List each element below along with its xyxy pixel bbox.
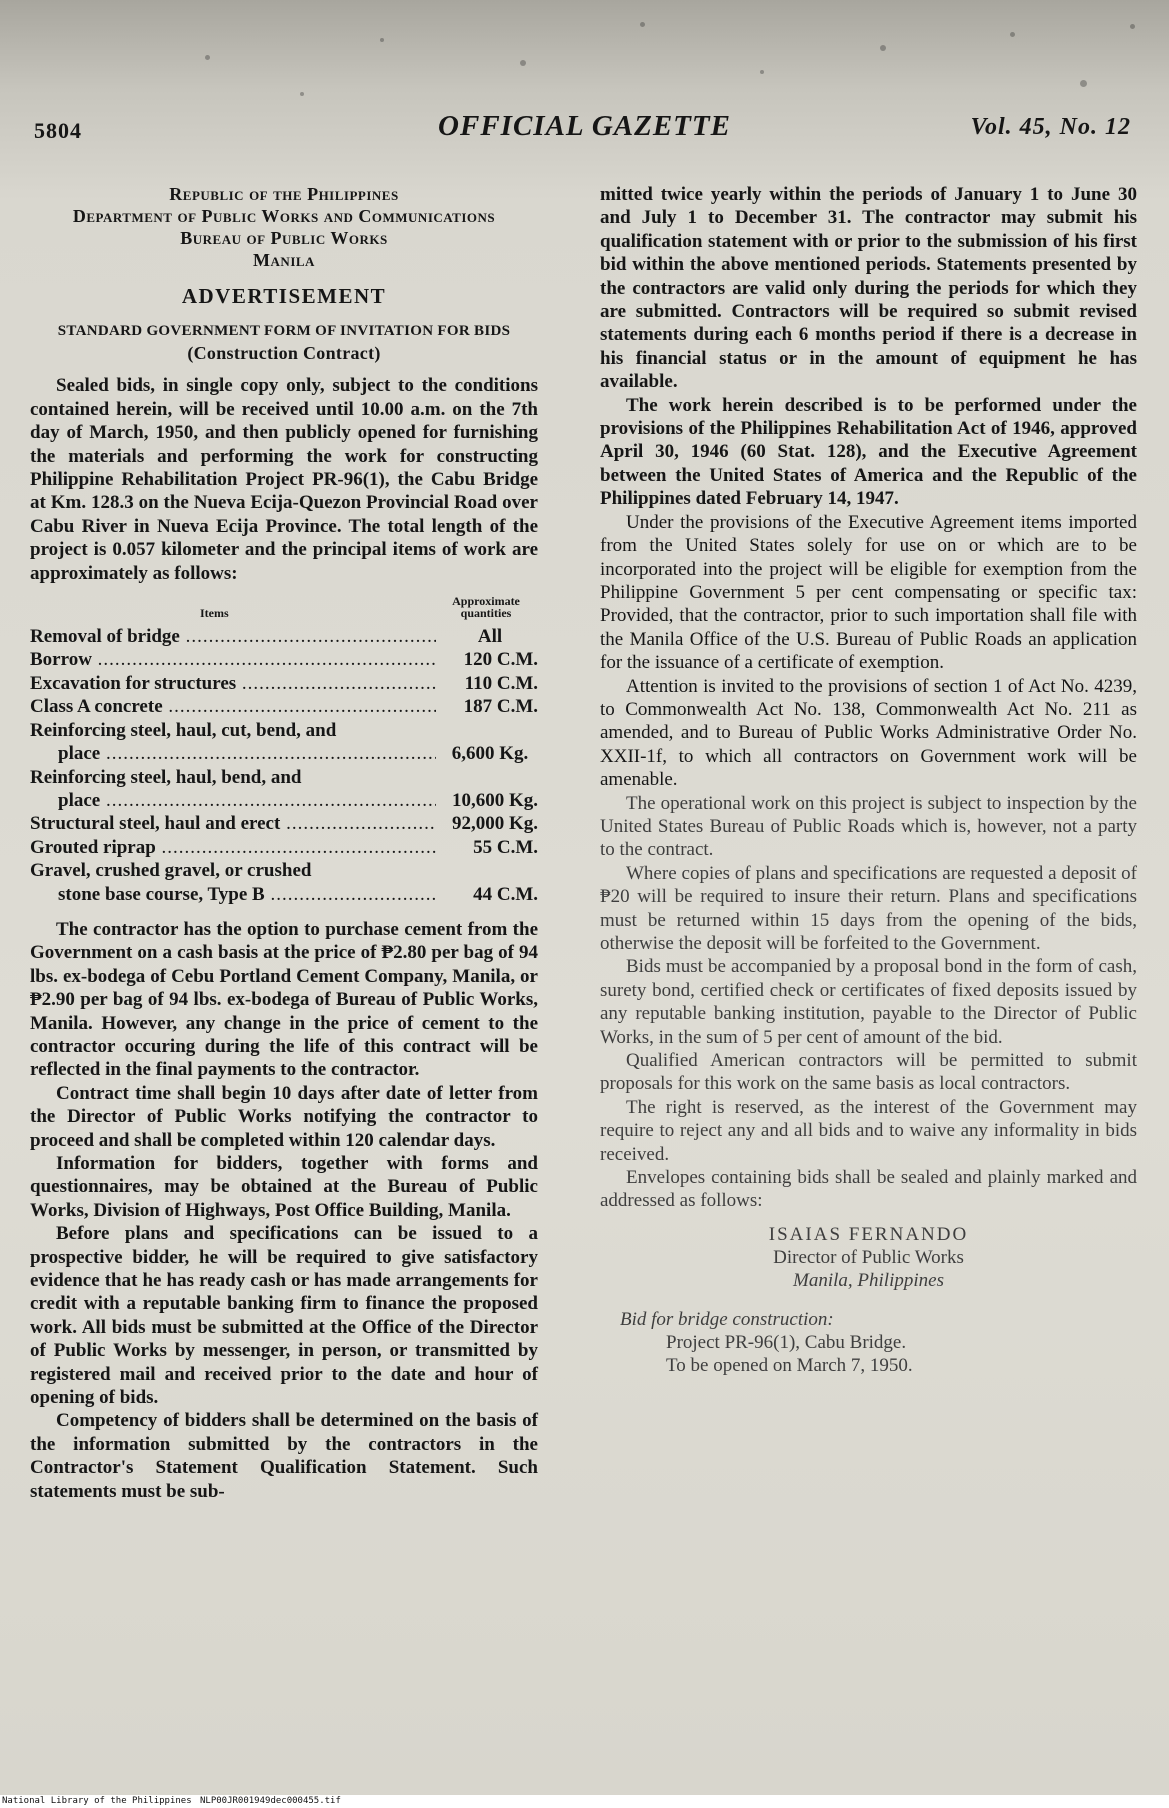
file-id: NLP00JR001949dec000455.tif: [200, 1796, 341, 1806]
table-row: [30, 812, 538, 835]
item-quantity: 120 C.M.: [463, 649, 538, 671]
scan-speck: [1010, 32, 1015, 37]
form-subtitle: (Construction Contract): [187, 343, 381, 364]
table-row: [30, 836, 538, 859]
intro-paragraph: Sealed bids, in single copy only, subject to the conditions contained herein, will be received until 10.00 a.m. on the 7th day of March, 1950, and then publicly opened for furnishing the materials and performing the work for constructing Philippine Rehabilitation Project PR-96(1), the Cabu Bridge at Km. 128.3 on the Nueva Ecija-Quezon Provincial Road over Cabu River in Nueva Ecija Province. The total length of the project is 0.057 kilometer and the principal items of work are approximately as follows:: [30, 375, 538, 584]
table-row: [30, 719, 538, 742]
item-quantity: 92,000 Kg.: [451, 813, 538, 835]
envelopes-paragraph: Envelopes containing bids shall be sealed and plainly marked and addressed as follows:: [600, 1167, 1137, 1212]
item-quantity: 110 C.M.: [464, 672, 538, 694]
operational-paragraph: The operational work on this project is subject to inspection by the United States Bureau of Public Roads which is, however, not a party to the contract.: [600, 792, 1137, 861]
item-label: Class A concrete .....: [30, 695, 436, 718]
volume-issue: Vol. 45, No. 12: [970, 114, 1131, 140]
items-column-header: Items: [200, 606, 229, 621]
agency-heading: [30, 183, 538, 271]
table-row: [30, 742, 538, 765]
item-label: Excavation for structures .....: [30, 672, 436, 695]
page-header: [0, 110, 1169, 150]
item-quantity: 55 C.M.: [473, 836, 538, 858]
item-label: Reinforcing steel, haul, cut, bend, and: [30, 719, 337, 741]
scan-speck: [760, 70, 764, 74]
items-table-header: [30, 595, 538, 619]
work-items-table: [30, 595, 538, 906]
scan-speck: [300, 92, 304, 96]
item-label: Grouted riprap .....: [30, 836, 436, 859]
item-label: Borrow .....: [30, 648, 436, 671]
quantities-column-header: Approximate quantities: [452, 594, 520, 621]
table-row: [30, 672, 538, 695]
opening-line: To be opened on March 7, 1950.: [666, 1355, 913, 1377]
item-quantity: 187 C.M.: [463, 696, 538, 718]
item-quantity: 6,600 Kg.: [451, 743, 529, 765]
scan-speck: [880, 45, 886, 51]
table-row: [30, 625, 538, 648]
agency-line: Republic of the Philippines: [169, 184, 399, 204]
page-number: 5804: [34, 118, 82, 143]
contract-time-paragraph: Contract time shall begin 10 days after date of letter from the Director of Public Works notifying the contractor to proceed and shall be completed within 120 calendar days.: [30, 1082, 538, 1151]
proposal-bond-paragraph: Bids must be accompanied by a proposal bond in the form of cash, surety bond, certified check or certificates of fixed deposits issued by any reputable banking institution, payable to the Director of Public Works, in the sum of 5 per cent of amount of the bid.: [600, 956, 1137, 1048]
table-row: [30, 789, 538, 812]
item-quantity: 44 C.M.: [473, 883, 538, 905]
table-row: [30, 883, 538, 906]
table-row: [30, 695, 538, 718]
signatory-place: Manila, Philippines: [793, 1269, 944, 1291]
item-label: Removal of bridge .....: [30, 625, 436, 648]
executive-agreement-paragraph: Under the provisions of the Executive Agreement items imported from the United States solely for use on or which are to be incorporated into the project will be eligible for exemption from the Philippine Government 5 per cent compensating or specific tax: Provided, that the contractor, prior to such importation shall file with the Manila Office of the U.S. Bureau of Public Roads an application for the issuance of a certificate of exemption.: [600, 511, 1137, 674]
agency-line: Manila: [253, 250, 315, 270]
cement-paragraph: The contractor has the option to purchase cement from the Government on a cash basis at the price of ₱2.80 per bag of 94 lbs. ex-bodega of Cebu Portland Cement Company, Manila, or ₱2.90 per bag of 94 lbs. ex-bodega of Bureau of Public Works, Manila. However, any change in the price of cement to the contractor occuring during the life of this contract will be reflected in the final payments to the contractor.: [30, 918, 538, 1081]
item-label: Gravel, crushed gravel, or crushed: [30, 860, 312, 882]
american-contractors-paragraph: Qualified American contractors will be permitted to submit proposals for this work on the same basis as local contractors.: [600, 1050, 1137, 1095]
item-label-continued: stone base course, Type B .....: [58, 883, 436, 906]
scan-speck: [1130, 24, 1135, 29]
item-label-continued: place .....: [58, 742, 436, 765]
form-title: STANDARD GOVERNMENT FORM OF INVITATION FOR BIDS: [57, 323, 511, 340]
bid-for-line: Bid for bridge construction:: [620, 1308, 834, 1330]
advertisement-heading: ADVERTISEMENT: [181, 284, 387, 308]
signatory-title: Director of Public Works: [773, 1246, 964, 1268]
item-label-continued: place .....: [58, 789, 436, 812]
item-quantity: All: [477, 626, 503, 648]
left-column: [30, 183, 538, 1503]
scan-speck: [640, 22, 645, 27]
table-row: [30, 859, 538, 882]
attention-paragraph: Attention is invited to the provisions of section 1 of Act No. 4239, to Commonwealth Act No. 138, Commonwealth Act No. 211 as amended, and to Bureau of Public Works Administrative Order No. XXII-1f, to which all contractors on Government work will be amenable.: [600, 675, 1137, 791]
scan-speck: [205, 55, 210, 60]
before-plans-paragraph: Before plans and specifications can be issued to a prospective bidder, he will be required to give satisfactory evidence that he has ready cash or has made arrangements for credit with a reputable banking firm to finance the proposed work. All bids must be submitted at the Office of the Director of Public Works by messenger, in person, or transmitted by registered mail and received prior to the date and hour of opening of bids.: [30, 1223, 538, 1409]
table-row: [30, 766, 538, 789]
scan-speck: [520, 60, 526, 66]
project-line: Project PR-96(1), Cabu Bridge.: [666, 1332, 907, 1354]
table-row: [30, 648, 538, 671]
item-quantity: 10,600 Kg.: [451, 789, 538, 811]
signature-block: [600, 1223, 1137, 1292]
item-label: Structural steel, haul and erect .....: [30, 812, 436, 835]
item-label: Reinforcing steel, haul, bend, and: [30, 766, 302, 788]
scan-speck: [1080, 80, 1087, 87]
scan-footer: [0, 1795, 1169, 1808]
copies-paragraph: Where copies of plans and specifications are requested a deposit of ₱20 will be required to insure their return. Plans and specifications must be returned within 15 days from the opening of the bids, otherwise the deposit will be forfeited to the Government.: [600, 862, 1137, 954]
continued-paragraph: mitted twice yearly within the periods of January 1 to June 30 and July 1 to December 31. The contractor may submit his qualification statement with or prior to the submission of his first bid within the above mentioned periods. Statements presented by the contractors are valid only during the periods for which they are submitted. Contractors will be required so submit revised statements during each 6 months period if there is a decrease in his financial status or in the amount of equipment he has available.: [600, 184, 1137, 393]
agency-line: Bureau of Public Works: [180, 228, 388, 248]
right-column: [600, 183, 1137, 1377]
agency-line: Department of Public Works and Communications: [72, 206, 496, 226]
work-described-paragraph: The work herein described is to be performed under the provisions of the Philippines Rehabilitation Act of 1946, approved April 30, 1946 (60 Stat. 128), and the Executive Agreement between the United States of America and the Republic of the Philippines dated February 14, 1947.: [600, 394, 1137, 510]
publication-title: OFFICIAL GAZETTE: [438, 110, 731, 142]
competency-paragraph: Competency of bidders shall be determined on the basis of the information submitted by the contractors in the Contractor's Statement Qualification Statement. Such statements must be sub-: [30, 1410, 538, 1502]
library-credit: National Library of the Philippines: [2, 1796, 192, 1806]
right-reserved-paragraph: The right is reserved, as the interest of the Government may require to reject any and all bids and to waive any informality in bids received.: [600, 1096, 1137, 1165]
scan-speck: [380, 38, 384, 42]
signatory-name: ISAIAS FERNANDO: [768, 1223, 969, 1245]
information-paragraph: Information for bidders, together with forms and questionnaires, may be obtained at the Bureau of Public Works, Division of Highways, Post Office Building, Manila.: [30, 1153, 538, 1221]
